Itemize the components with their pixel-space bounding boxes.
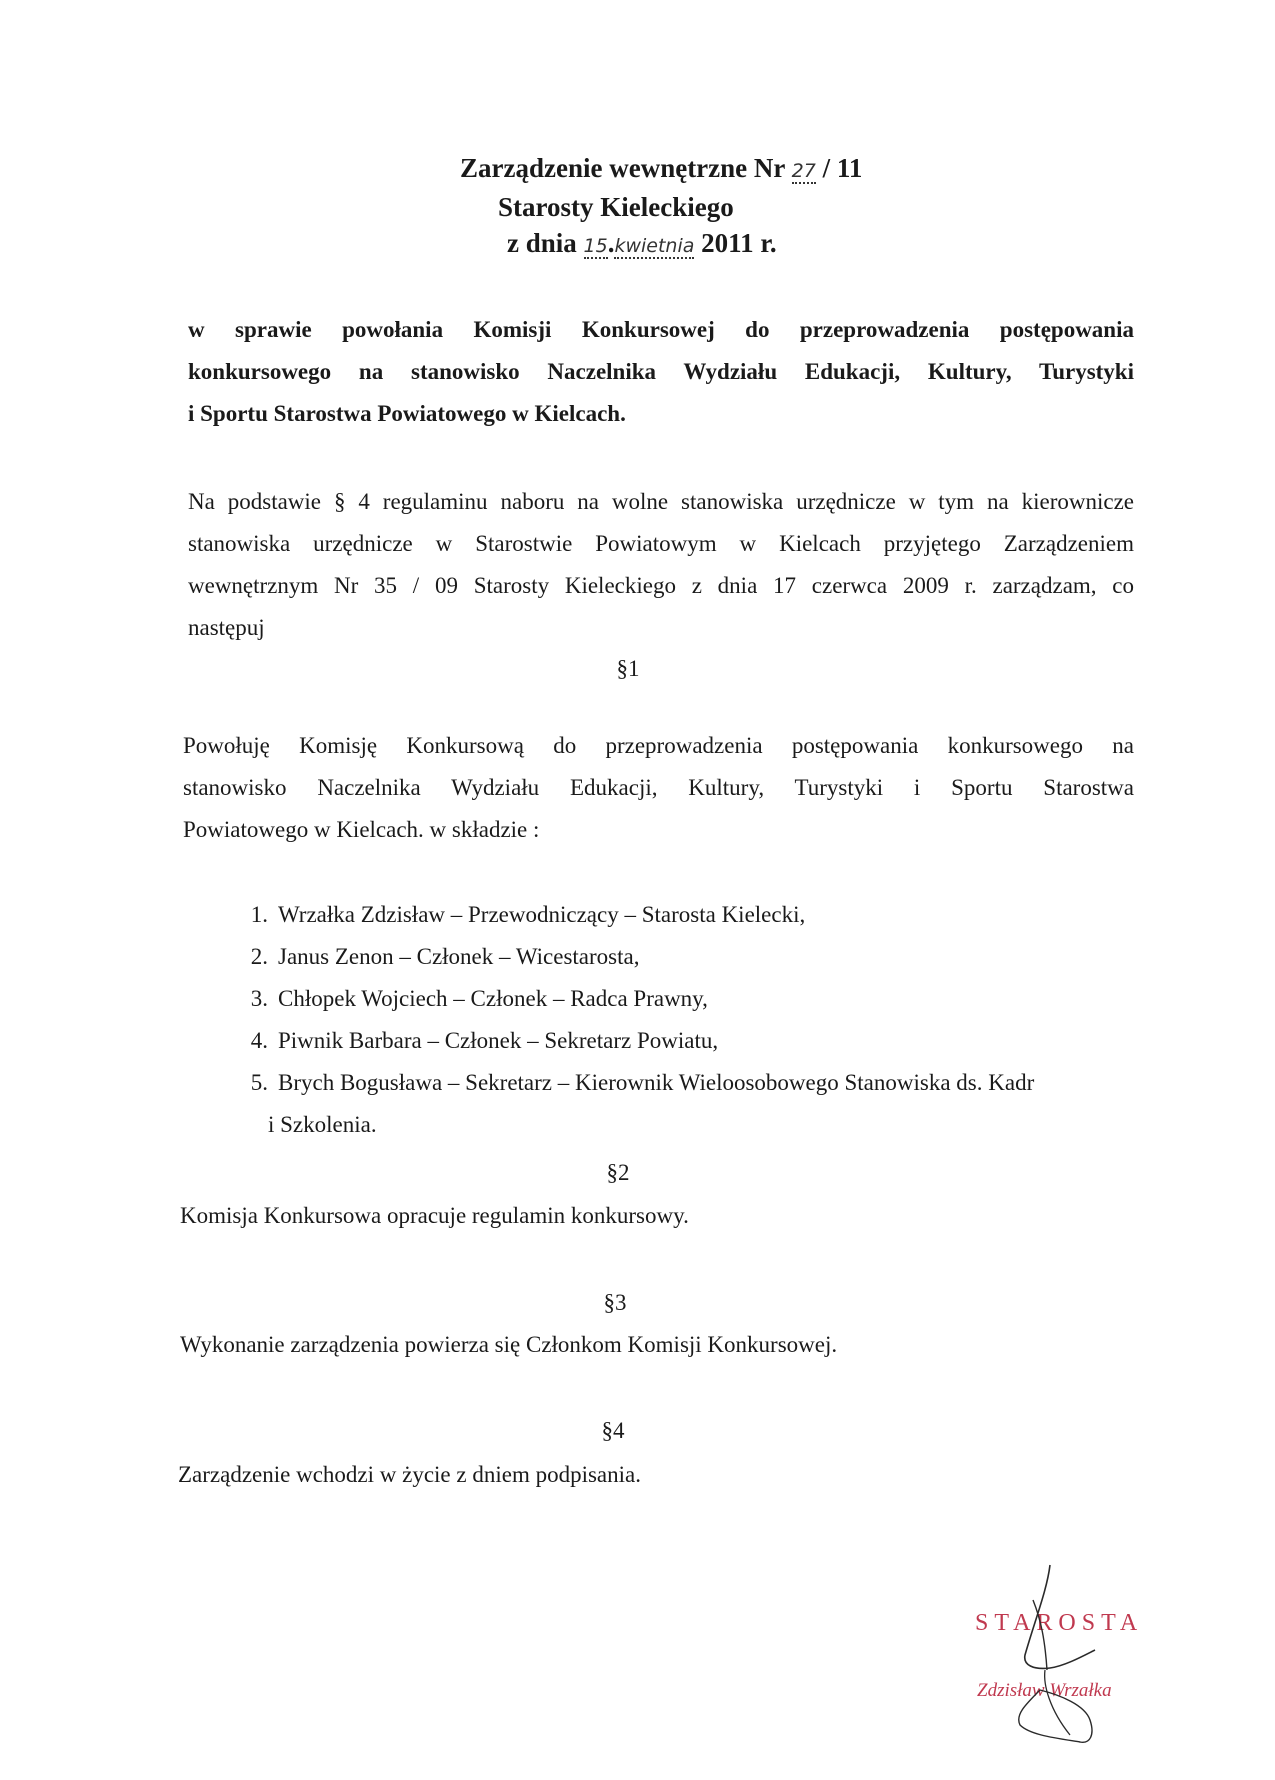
- subject-line: w sprawie powołania Komisji Konkursowej do przeprowadzenia postępowania: [188, 317, 1134, 342]
- list-item-number: 1.: [250, 902, 268, 927]
- list-item: [228, 1062, 1128, 1104]
- section-1-heading: §1: [616, 656, 640, 681]
- section-1-line: stanowisko Naczelnika Wydziału Edukacji, Kultury, Turystyki i Sportu Starostwa: [183, 775, 1134, 800]
- section-2-text: Komisja Konkursowa opracuje regulamin konkursowy.: [180, 1203, 689, 1228]
- section-4-text: Zarządzenie wchodzi w życie z dniem podpisania.: [178, 1462, 641, 1487]
- list-item-continuation: i Szkolenia.: [268, 1112, 377, 1137]
- list-item-number: 3.: [250, 986, 268, 1011]
- document-header: [460, 150, 960, 264]
- legal-basis-paragraph: [188, 481, 1134, 649]
- ordinance-title-prefix: Zarządzenie wewnętrzne Nr: [460, 153, 792, 183]
- list-item-text: Piwnik Barbara – Członek – Sekretarz Powiatu,: [278, 1028, 719, 1053]
- list-item-text: Janus Zenon – Członek – Wicestarosta,: [278, 944, 640, 969]
- list-item-text: Brych Bogusława – Sekretarz – Kierownik Wieloosobowego Stanowiska ds. Kadr: [278, 1070, 1035, 1095]
- basis-line: Na podstawie § 4 regulaminu naboru na wolne stanowiska urzędnicze w tym na kierownicze: [188, 489, 1134, 514]
- ordinance-number-handwritten: 27: [791, 160, 816, 182]
- committee-member-list: [228, 894, 1128, 1146]
- date-prefix: z dnia: [507, 228, 584, 258]
- section-4-heading: §4: [601, 1418, 625, 1443]
- section-3-heading: §3: [603, 1290, 627, 1315]
- list-item-number: 2.: [250, 944, 268, 969]
- basis-line: stanowiska urzędnicze w Starostwie Powiatowym w Kielcach przyjętego Zarządzeniem: [188, 531, 1134, 556]
- section-2-heading: §2: [606, 1160, 630, 1185]
- subject-line: i Sportu Starostwa Powiatowego w Kielcach.: [188, 401, 626, 426]
- section-1-paragraph: [183, 725, 1134, 851]
- subject-line: konkursowego na stanowisko Naczelnika Wydziału Edukacji, Kultury, Turystyki: [188, 359, 1134, 384]
- basis-line: wewnętrznym Nr 35 / 09 Starosty Kieleckiego z dnia 17 czerwca 2009 r. zarządzam, co: [188, 573, 1134, 598]
- issuer-line: Starosty Kieleckiego: [498, 192, 734, 222]
- date-month-handwritten: kwietnia: [614, 235, 695, 257]
- date-suffix: 2011 r.: [694, 228, 777, 258]
- ordinance-title: [460, 150, 960, 189]
- list-item-number: 4.: [250, 1028, 268, 1053]
- handwritten-signature: [975, 1560, 1115, 1750]
- date-day-handwritten: 15: [583, 235, 608, 257]
- list-item-number: 5.: [250, 1070, 268, 1095]
- ordinance-title-suffix: / 11: [815, 153, 863, 183]
- list-item: [228, 936, 1128, 978]
- stamp-title: STAROSTA: [975, 1610, 1144, 1636]
- stamp-name: Zdzisław Wrzałka: [977, 1680, 1112, 1701]
- list-item: [228, 894, 1128, 936]
- section-1-line: Powołuję Komisję Konkursową do przeprowadzenia postępowania konkursowego na: [183, 733, 1134, 758]
- list-item-text: Chłopek Wojciech – Członek – Radca Prawny,: [278, 986, 708, 1011]
- section-3-text: Wykonanie zarządzenia powierza się Członkom Komisji Konkursowej.: [180, 1332, 838, 1357]
- list-item-text: Wrzałka Zdzisław – Przewodniczący – Starosta Kielecki,: [278, 902, 806, 927]
- list-item: [228, 978, 1128, 1020]
- section-1-line: Powiatowego w Kielcach. w składzie :: [183, 817, 540, 842]
- subject-paragraph: [188, 309, 1134, 435]
- date-line: z dnia 15.kwietnia 2011 r.: [507, 228, 777, 258]
- list-item: [228, 1020, 1128, 1062]
- basis-line: następuj: [188, 615, 265, 640]
